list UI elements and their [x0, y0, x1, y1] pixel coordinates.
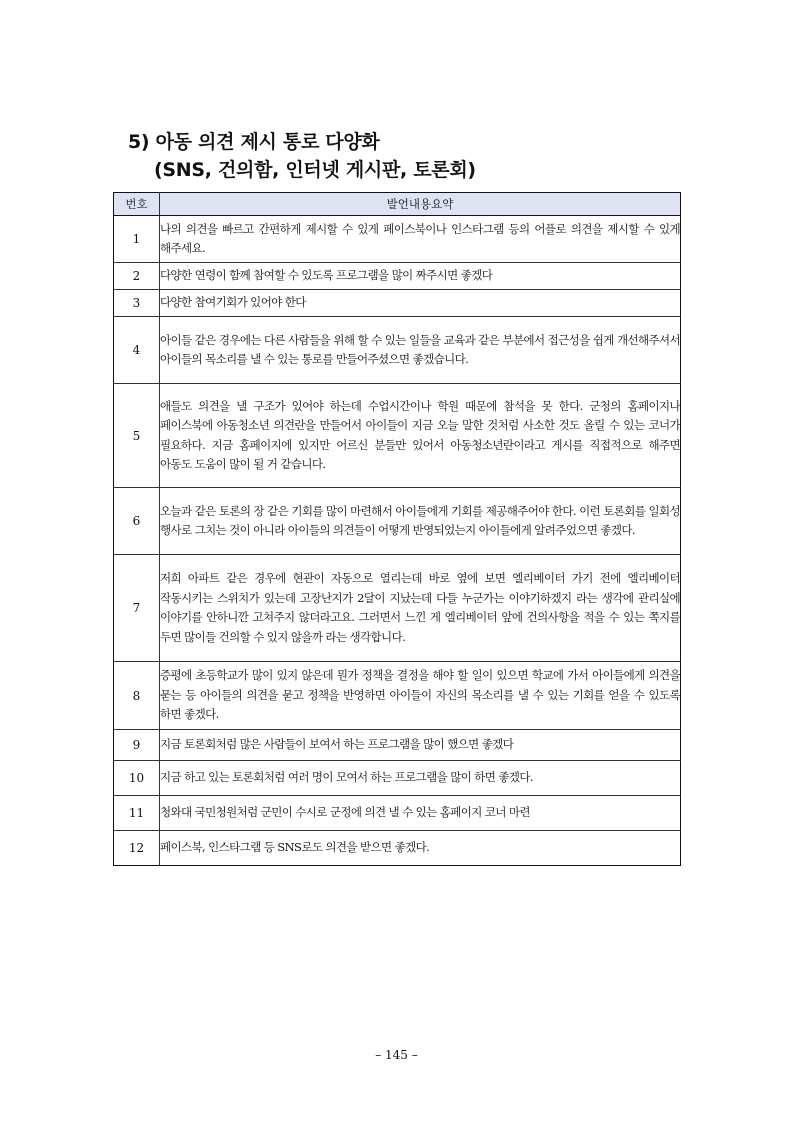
row-summary: 다양한 참여기회가 있어야 한다 [160, 290, 681, 317]
row-number: 11 [114, 796, 160, 831]
table-row [114, 831, 681, 866]
table-row [114, 761, 681, 796]
table-row [114, 216, 681, 263]
table-row [114, 317, 681, 384]
row-summary: 지금 하고 있는 토론회처럼 여러 명이 모여서 하는 프로그램을 많이 하면 좋겠다. [160, 761, 681, 796]
row-summary: 증평에 초등학교가 많이 있지 않은데 뭔가 정책을 결정을 해야 할 일이 있으면 학교에 가서 아이들에게 의견을 묻는 등 아이들의 의견을 묻고 정책을 반영하면 아이들이 자신의 목소리를 낼 수 있는 기회를 얻을 수 있도록 하면 좋겠다. [160, 662, 681, 730]
row-summary: 저희 아파트 같은 경우에 현관이 자동으로 열리는데 바로 옆에 보면 엘리베이터 가기 전에 엘리베이터 작동시키는 스위치가 있는데 고장난지가 2달이 지났는데 다들 누군가는 이야기하겠지 라는 생각에 관리실에 이야기를 안하니깐 고쳐주지 않더라고요. 그러면서 느낀 게 엘리베이터 앞에 건의사항을 적을 수 있는 쪽지를 두면 많이들 건의할 수 있지 않을까 라는 생각합니다. [160, 555, 681, 662]
row-summary: 페이스북, 인스타그램 등 SNS로도 의견을 받으면 좋겠다. [160, 831, 681, 866]
table-header-row [114, 193, 681, 216]
opinion-table [113, 192, 681, 866]
row-summary: 청와대 국민청원처럼 군민이 수시로 군정에 의견 낼 수 있는 홈페이지 코너 마련 [160, 796, 681, 831]
row-number: 1 [114, 216, 160, 263]
header-number: 번호 [114, 193, 160, 216]
row-number: 3 [114, 290, 160, 317]
row-summary: 애들도 의견을 낼 구조가 있어야 하는데 수업시간이나 학원 때문에 참석을 못 한다. 군청의 홈페이지나 페이스북에 아동청소년 의견란을 만들어서 아이들이 지금 오늘 말한 것처럼 사소한 것도 올릴 수 있는 코너가 필요하다. 지금 홈페이지에 있지만 어르신 분들만 있어서 아동청소년란이라고 게시를 직접적으로 해주면 아동도 도움이 많이 될 거 같습니다. [160, 384, 681, 488]
table-row [114, 290, 681, 317]
row-summary: 다양한 연령이 함께 참여할 수 있도록 프로그램을 많이 짜주시면 좋겠다 [160, 263, 681, 290]
page-number: – 145 – [375, 1048, 418, 1062]
row-number: 6 [114, 488, 160, 555]
row-number: 8 [114, 662, 160, 730]
row-number: 5 [114, 384, 160, 488]
table-row [114, 555, 681, 662]
section-heading-subtitle: (SNS, 건의함, 인터넷 게시판, 토론회) [154, 159, 476, 181]
section-heading-title: 5) 아동 의견 제시 통로 다양화 [128, 131, 380, 153]
header-summary: 발언내용요약 [160, 193, 681, 216]
table-row [114, 263, 681, 290]
table-row [114, 796, 681, 831]
table-row [114, 662, 681, 730]
table-row [114, 488, 681, 555]
table-row [114, 730, 681, 761]
row-summary: 나의 의견을 빠르고 간편하게 제시할 수 있게 페이스북이나 인스타그램 등의 어플로 의견을 제시할 수 있게 해주세요. [160, 216, 681, 263]
row-summary: 지금 토론회처럼 많은 사람들이 보여서 하는 프로그램을 많이 했으면 좋겠다 [160, 730, 681, 761]
row-number: 7 [114, 555, 160, 662]
row-number: 2 [114, 263, 160, 290]
row-number: 10 [114, 761, 160, 796]
row-summary: 아이들 같은 경우에는 다른 사람들을 위해 할 수 있는 일들을 교육과 같은 부분에서 접근성을 쉽게 개선해주셔서 아이들의 목소리를 낼 수 있는 통로를 만들어주셨으면 좋겠습니다. [160, 317, 681, 384]
row-number: 12 [114, 831, 160, 866]
row-number: 9 [114, 730, 160, 761]
row-summary: 오늘과 같은 토론의 장 같은 기회를 많이 마련해서 아이들에게 기회를 제공해주어야 한다. 이런 토론회를 일회성 행사로 그치는 것이 아니라 아이들의 의견들이 어떻게 반영되었는지 아이들에게 알려주었으면 좋겠다. [160, 488, 681, 555]
section-heading [128, 128, 476, 184]
table-row [114, 384, 681, 488]
row-number: 4 [114, 317, 160, 384]
